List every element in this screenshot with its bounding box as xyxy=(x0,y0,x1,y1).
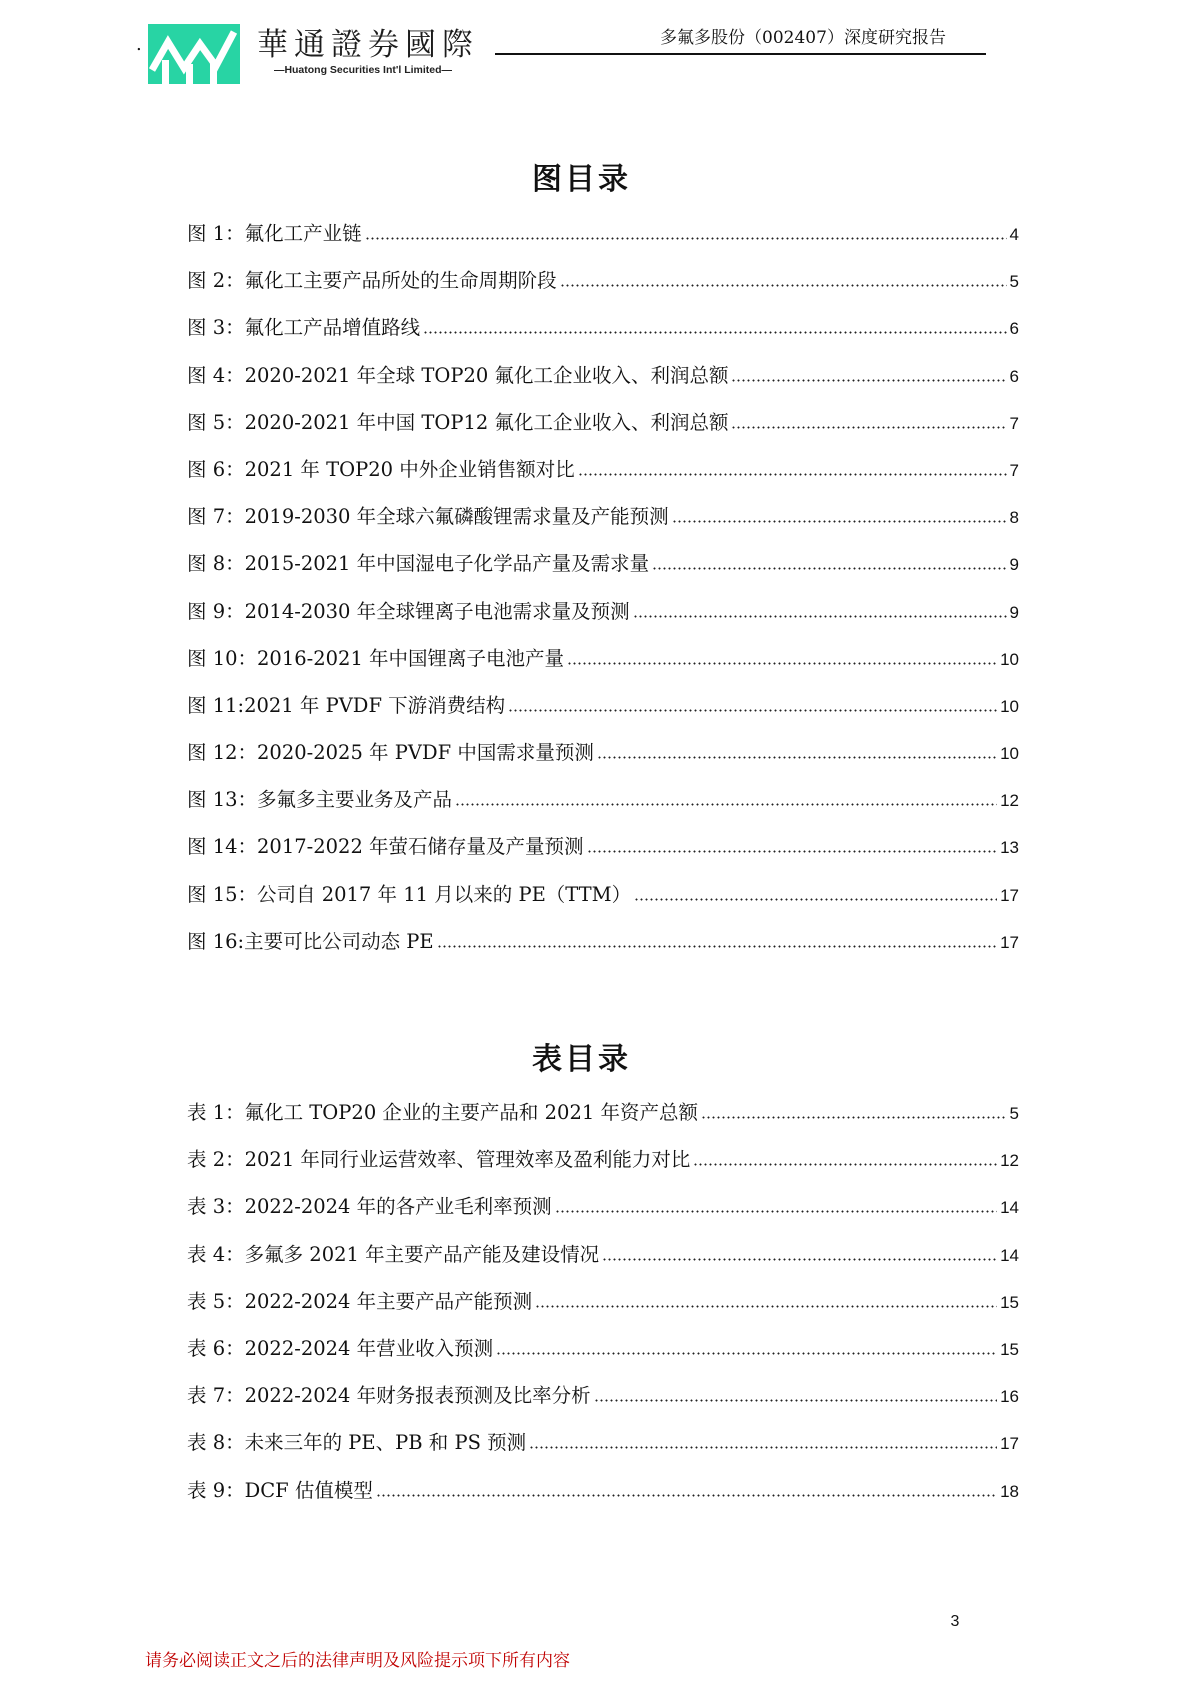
toc-entry-page: 12 xyxy=(1000,791,1019,811)
toc-entry-page: 10 xyxy=(1000,744,1019,764)
toc-dot-leader xyxy=(529,1446,997,1449)
toc-entry-label: 图 14：2017-2022 年萤石储存量及产量预测 xyxy=(187,835,584,859)
toc-dot-leader xyxy=(560,284,1007,287)
toc-entry[interactable] xyxy=(187,646,1019,693)
toc-entry-page: 15 xyxy=(1000,1292,1019,1312)
toc-dot-leader xyxy=(731,426,1006,429)
toc-entry-page: 15 xyxy=(1000,1339,1019,1359)
toc-entry[interactable] xyxy=(187,504,1019,551)
page-number: 3 xyxy=(950,1613,960,1630)
toc-entry[interactable] xyxy=(187,457,1019,504)
toc-entry-label: 图 3：氟化工产品增值路线 xyxy=(187,316,421,340)
toc-dot-leader xyxy=(555,1210,997,1213)
toc-entry-label: 图 13：多氟多主要业务及产品 xyxy=(187,788,453,812)
toc-entry-label: 图 6：2021 年 TOP20 中外企业销售额对比 xyxy=(187,457,575,481)
toc-dot-leader xyxy=(365,237,1007,240)
toc-entry-page: 10 xyxy=(1000,649,1019,669)
toc-dot-leader xyxy=(376,1494,997,1497)
toc-entry[interactable] xyxy=(187,268,1019,315)
toc-entry-label: 图 2：氟化工主要产品所处的生命周期阶段 xyxy=(187,269,557,293)
toc-entry-page: 5 xyxy=(1009,1104,1019,1123)
toc-dot-leader xyxy=(423,331,1006,334)
figure-list xyxy=(187,221,1019,976)
toc-entry[interactable] xyxy=(187,1336,1019,1383)
toc-entry-label: 图 9：2014-2030 年全球锂离子电池需求量及预测 xyxy=(187,599,630,623)
company-logo-icon xyxy=(148,24,240,84)
toc-entry-page: 7 xyxy=(1009,413,1019,433)
toc-entry-page: 17 xyxy=(1000,885,1019,905)
toc-entry[interactable] xyxy=(187,1147,1019,1194)
table-list-title: 表目录 xyxy=(532,1042,631,1077)
toc-entry-label: 表 6：2022-2024 年营业收入预测 xyxy=(187,1336,494,1360)
toc-entry-label: 表 3：2022-2024 年的各产业毛利率预测 xyxy=(187,1195,552,1219)
toc-dot-leader xyxy=(508,709,997,712)
toc-entry[interactable] xyxy=(187,882,1019,929)
toc-entry-page: 7 xyxy=(1009,460,1019,480)
toc-entry-page: 4 xyxy=(1009,225,1019,244)
toc-entry[interactable] xyxy=(187,1430,1019,1477)
toc-entry-page: 16 xyxy=(1000,1387,1019,1407)
toc-dot-leader xyxy=(634,898,997,901)
toc-dot-leader xyxy=(594,1399,997,1402)
toc-dot-leader xyxy=(693,1163,997,1166)
toc-entry[interactable] xyxy=(187,1100,1019,1147)
toc-entry[interactable] xyxy=(187,1383,1019,1430)
toc-dot-leader xyxy=(672,520,1007,523)
header-divider xyxy=(495,53,986,55)
toc-entry-label: 图 10：2016-2021 年中国锂离子电池产量 xyxy=(187,646,565,670)
toc-entry-label: 图 15：公司自 2017 年 11 月以来的 PE（TTM） xyxy=(187,882,632,906)
report-title: 多氟多股份（002407）深度研究报告 xyxy=(660,28,946,48)
toc-dot-leader xyxy=(437,945,997,948)
brand-name-chinese: 華通證券國際 xyxy=(257,27,479,63)
toc-entry-page: 8 xyxy=(1009,508,1019,528)
toc-dot-leader xyxy=(597,756,997,759)
toc-dot-leader xyxy=(652,567,1006,570)
toc-entry[interactable] xyxy=(187,599,1019,646)
toc-dot-leader xyxy=(535,1305,997,1308)
toc-entry-label: 图 16:主要可比公司动态 PE xyxy=(187,929,434,953)
toc-entry-label: 表 8：未来三年的 PE、PB 和 PS 预测 xyxy=(187,1431,527,1455)
toc-entry[interactable] xyxy=(187,221,1019,268)
toc-entry-label: 表 2：2021 年同行业运营效率、管理效率及盈利能力对比 xyxy=(187,1148,691,1172)
toc-dot-leader xyxy=(496,1352,997,1355)
toc-dot-leader xyxy=(633,615,1007,618)
toc-entry-label: 表 1：氟化工 TOP20 企业的主要产品和 2021 年资产总额 xyxy=(187,1101,698,1124)
header-dot: . xyxy=(136,34,142,55)
toc-entry-page: 5 xyxy=(1009,272,1019,292)
toc-dot-leader xyxy=(602,1258,997,1261)
toc-entry-label: 表 9：DCF 估值模型 xyxy=(187,1478,373,1502)
table-list xyxy=(187,1100,1019,1525)
toc-entry[interactable] xyxy=(187,740,1019,787)
toc-dot-leader xyxy=(567,662,997,665)
toc-entry-label: 图 8：2015-2021 年中国湿电子化学品产量及需求量 xyxy=(187,552,650,576)
toc-entry-page: 17 xyxy=(1000,932,1019,952)
toc-entry-page: 10 xyxy=(1000,696,1019,716)
toc-entry-page: 17 xyxy=(1000,1434,1019,1454)
toc-dot-leader xyxy=(701,1116,1007,1119)
toc-entry[interactable] xyxy=(187,1194,1019,1241)
brand-name-english: —Huatong Securities Int'l Limited— xyxy=(273,64,453,76)
toc-entry-page: 9 xyxy=(1009,602,1019,622)
toc-entry[interactable] xyxy=(187,315,1019,362)
toc-entry[interactable] xyxy=(187,410,1019,457)
toc-entry-label: 图 12：2020-2025 年 PVDF 中国需求量预测 xyxy=(187,741,594,765)
toc-entry-page: 6 xyxy=(1009,319,1019,339)
toc-entry-label: 图 4：2020-2021 年全球 TOP20 氟化工企业收入、利润总额 xyxy=(187,363,729,387)
toc-entry-label: 图 7：2019-2030 年全球六氟磷酸锂需求量及产能预测 xyxy=(187,505,669,529)
toc-entry-page: 13 xyxy=(1000,838,1019,858)
toc-dot-leader xyxy=(455,803,997,806)
toc-entry-label: 图 1：氟化工产业链 xyxy=(187,222,362,245)
figure-list-title: 图目录 xyxy=(532,162,631,197)
toc-entry[interactable] xyxy=(187,787,1019,834)
toc-entry-page: 9 xyxy=(1009,555,1019,575)
toc-entry[interactable] xyxy=(187,551,1019,598)
toc-entry-page: 18 xyxy=(1000,1481,1019,1501)
toc-entry-label: 图 5：2020-2021 年中国 TOP12 氟化工企业收入、利润总额 xyxy=(187,410,729,434)
legal-disclaimer: 请务必阅读正文之后的法律声明及风险提示项下所有内容 xyxy=(145,1651,570,1671)
toc-entry-page: 14 xyxy=(1000,1245,1019,1265)
toc-entry[interactable] xyxy=(187,929,1019,976)
toc-dot-leader xyxy=(578,473,1007,476)
toc-entry-page: 12 xyxy=(1000,1151,1019,1171)
toc-entry-label: 表 5：2022-2024 年主要产品产能预测 xyxy=(187,1289,533,1313)
toc-entry[interactable] xyxy=(187,693,1019,740)
toc-entry-page: 14 xyxy=(1000,1198,1019,1218)
toc-entry[interactable] xyxy=(187,834,1019,881)
toc-entry-label: 表 4：多氟多 2021 年主要产品产能及建设情况 xyxy=(187,1242,600,1266)
toc-entry[interactable] xyxy=(187,363,1019,410)
toc-dot-leader xyxy=(731,379,1006,382)
toc-entry-page: 6 xyxy=(1009,366,1019,386)
toc-entry[interactable] xyxy=(187,1242,1019,1289)
toc-entry[interactable] xyxy=(187,1478,1019,1525)
toc-entry-label: 图 11:2021 年 PVDF 下游消费结构 xyxy=(187,693,506,717)
toc-entry-label: 表 7：2022-2024 年财务报表预测及比率分析 xyxy=(187,1384,591,1408)
toc-entry[interactable] xyxy=(187,1289,1019,1336)
toc-dot-leader xyxy=(587,850,998,853)
